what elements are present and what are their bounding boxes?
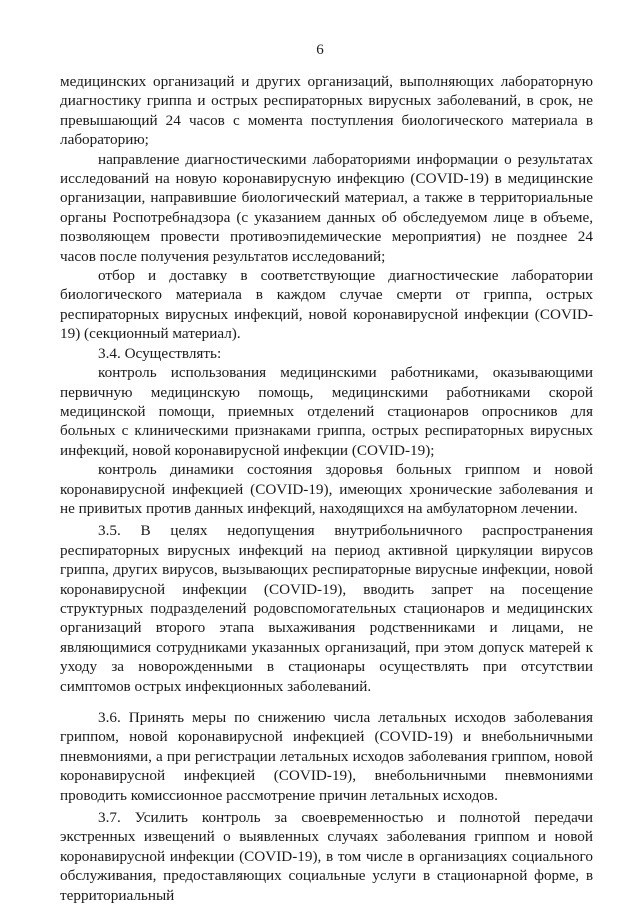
section-heading-3-4: 3.4. Осуществлять: bbox=[98, 344, 222, 362]
section-3-7: 3.7. Усилить контроль за своевременностью и полнотой передачи экстренных извещений о выявленных случаях заболевания гриппом и новой коронавирусной инфекции (COVID-19), в том числе в организациях социального обслуживания, предоставляющих социальные услуги в стационарной форме, в территориальный bbox=[60, 809, 593, 904]
paragraph-info-direction: направление диагностическими лабораториями информации о результатах исследований на новую коронавирусную инфекцию (COVID-19) в медицинские организации, направившие биологический материал, а также в территориальные органы Роспотребнадзора (с указанием данных об обследуемом лице в объеме, позволяющем провести противоэпидемические мероприятия) не позднее 24 часов после получения результатов исследований; bbox=[60, 150, 593, 265]
paragraph-health-dynamics: контроль динамики состояния здоровья больных гриппом и новой коронавирусной инфекцией (COVID-19), имеющих хронические заболевания и не привитых против данных инфекций, находящихся на амбулаторном лечении. bbox=[60, 461, 593, 517]
paragraph-questionnaire-control: контроль использования медицинскими работниками, оказывающими первичную медицинскую помощь, медицинскими работниками скорой медицинской помощи, приемных отделений стационаров опросников для больных с клиническими признаками гриппа, острых респираторных вирусных инфекций, новой коронавирусной инфекции (COVID-19); bbox=[60, 364, 593, 459]
paragraph-continuation: медицинских организаций и других организаций, выполняющих лабораторную диагностику гриппа и острых респираторных вирусных заболеваний, в срок, не превышающий 24 часов с момента поступления биологического материала в лабораторию; bbox=[60, 73, 593, 149]
document-body bbox=[60, 72, 593, 905]
paragraph-sample-delivery: отбор и доставку в соответствующие диагностические лаборатории биологического материала в каждом случае смерти от гриппа, острых респираторных вирусных инфекций, новой коронавирусной инфекции (COVID-19) (секционный материал). bbox=[60, 267, 593, 343]
page-number: 6 bbox=[316, 42, 324, 58]
section-3-6: 3.6. Принять меры по снижению числа летальных исходов заболевания гриппом, новой коронавирусной инфекцией (COVID-19) и внебольничными пневмониями, а при регистрации летальных исходов заболевания гриппом, новой коронавирусной инфекцией (COVID-19), внебольничными пневмониями проводить комиссионное рассмотрение причин летальных исходов. bbox=[60, 709, 593, 804]
section-3-5: 3.5. В целях недопущения внутрибольничного распространения респираторных вирусных инфекций на период активной циркуляции вирусов гриппа, других вирусов, вызывающих респираторные вирусные инфекции, новой коронавирусной инфекции (COVID-19), вводить запрет на посещение структурных подразделений родовспомогательных стационаров и медицинских организаций второго этапа выхаживания родственниками и лицами, не являющимися сотрудниками указанных организаций, при этом допуск матерей к уходу за новорожденными в стационары осуществлять при отсутствии симптомов острых инфекционных заболеваний. bbox=[60, 522, 593, 695]
